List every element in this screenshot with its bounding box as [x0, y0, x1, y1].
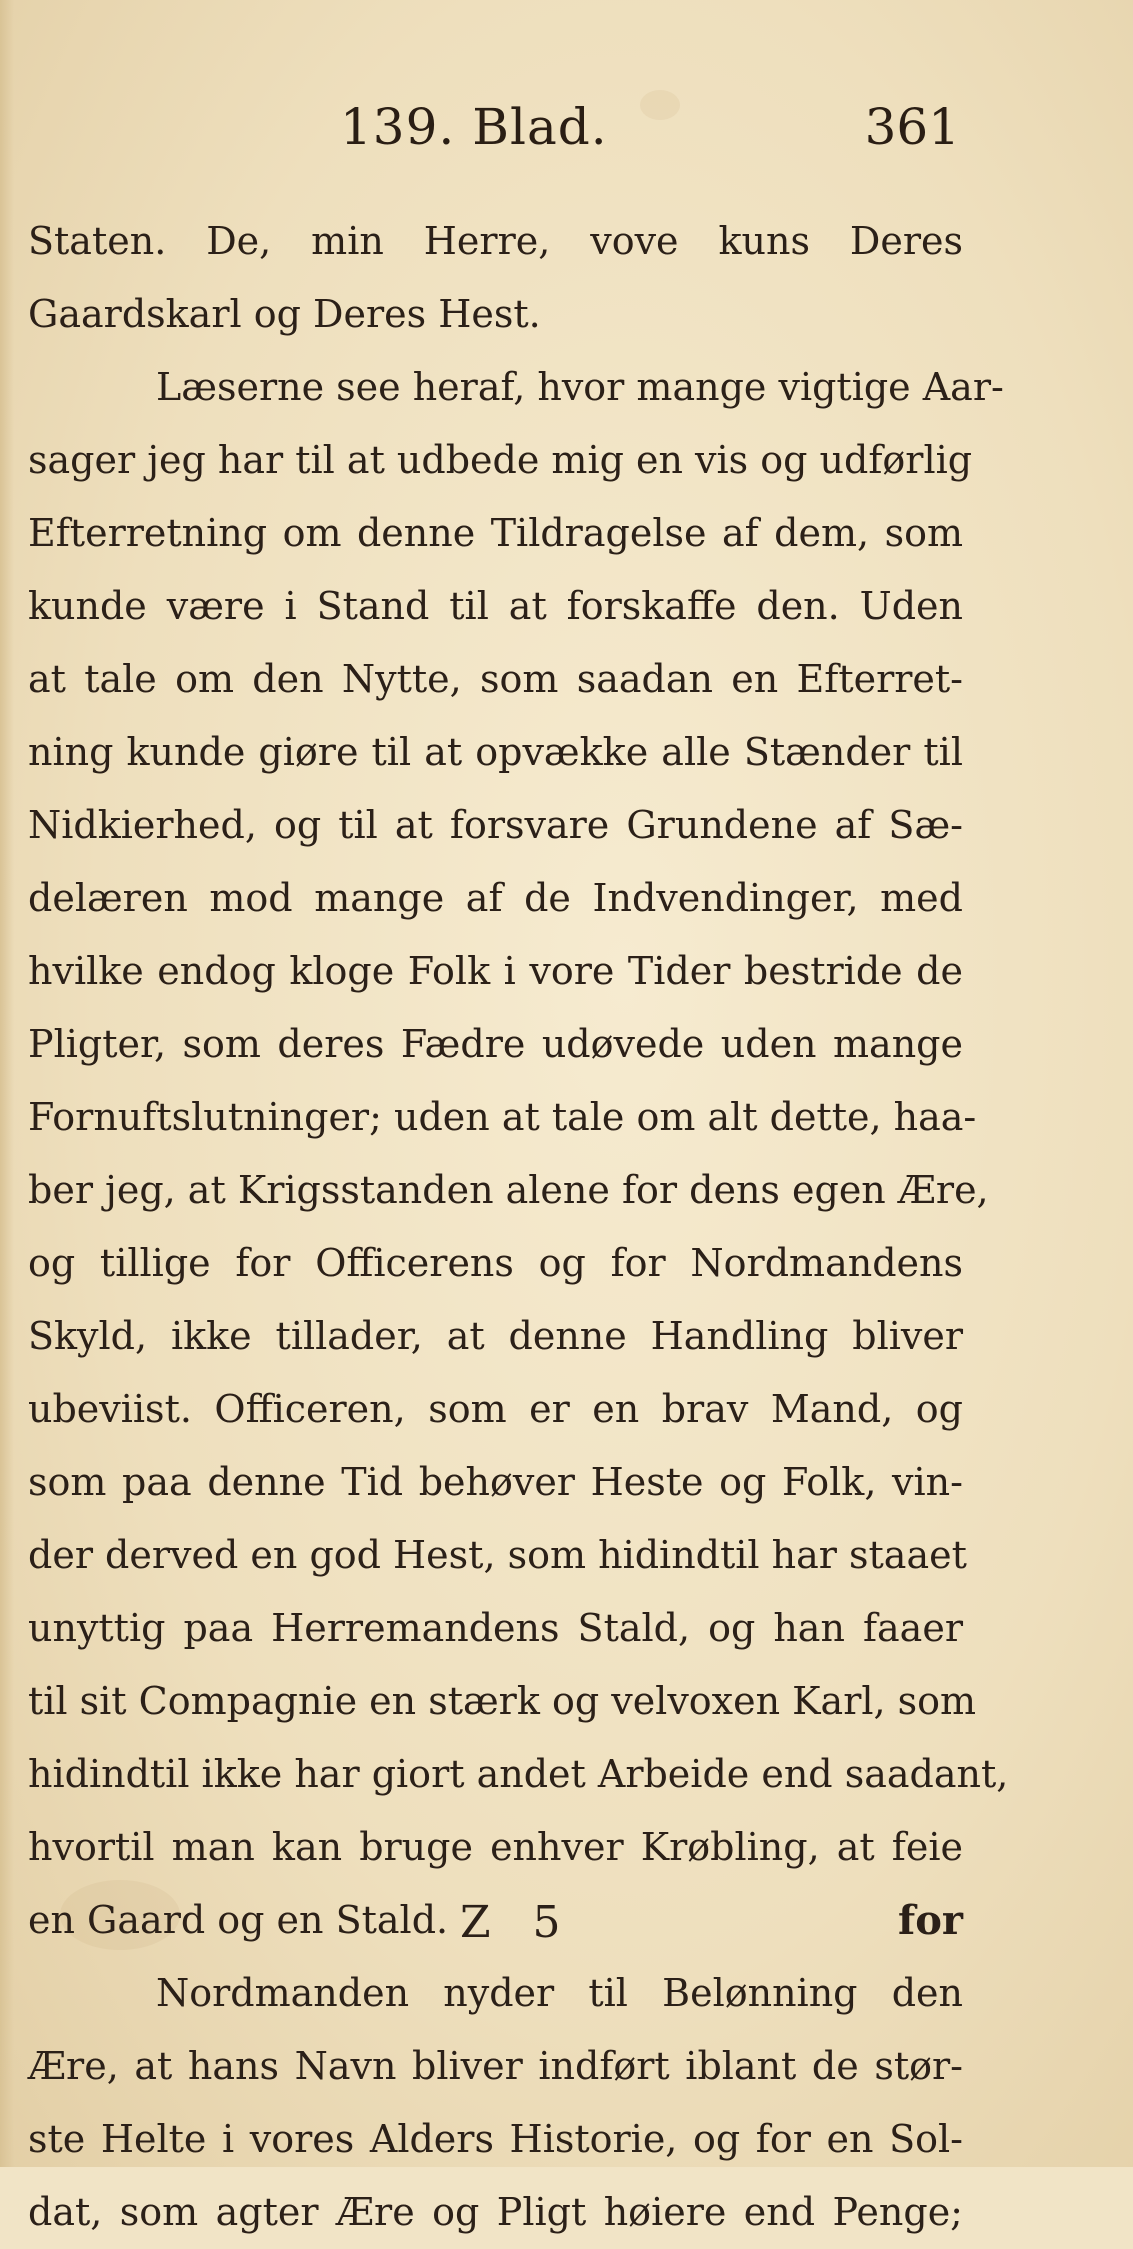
page-edge-shadow — [0, 0, 14, 2167]
running-head: 139. Blad. — [340, 98, 608, 156]
text-line: en Gaard og en Stald. — [28, 1898, 449, 1942]
text-line: delæren mod mange af de Indvendinger, med — [28, 876, 963, 920]
text-line: og tillige for Officerens og for Nordmandens — [28, 1241, 963, 1285]
text-line: sager jeg har til at udbede mig en vis og udførlig — [28, 438, 973, 482]
text-line: ber jeg, at Krigsstanden alene for dens egen Ære, — [28, 1168, 989, 1212]
text-line: unyttig paa Herremandens Stald, og han faaer — [28, 1606, 963, 1650]
text-line: Efterretning om denne Tildragelse af dem, som — [28, 511, 963, 555]
text-line: Staten. De, min Herre, vove kuns Deres — [28, 219, 963, 263]
text-line: Fornuftslutninger; uden at tale om alt dette, haa- — [28, 1095, 977, 1139]
text-line: der derved en god Hest, som hidindtil har staaet — [28, 1533, 967, 1577]
text-line: Ære, at hans Navn bliver indført iblant de stør- — [28, 2044, 963, 2088]
text-line: ste Helte i vores Alders Historie, og for en Sol- — [28, 2117, 963, 2161]
catchword: for — [898, 1897, 963, 1944]
text-line: som paa denne Tid behøver Heste og Folk, vin- — [28, 1460, 963, 1504]
page-header — [340, 98, 960, 178]
text-line: Skyld, ikke tillader, at denne Handling bliver — [28, 1314, 963, 1358]
text-line: hvilke endog kloge Folk i vore Tider bestride de — [28, 949, 963, 993]
text-line: Nidkierhed, og til at forsvare Grundene af Sæ- — [28, 803, 963, 847]
text-line: ubeviist. Officeren, som er en brav Mand, og — [28, 1387, 963, 1431]
text-line: dat, som agter Ære og Pligt høiere end Penge; — [28, 2190, 963, 2234]
page-number: 361 — [864, 98, 960, 156]
text-line: hvortil man kan bruge enhver Krøbling, at feie — [28, 1825, 963, 1869]
page-footer — [460, 1897, 963, 1967]
text-line: Nordmanden nyder til Belønning den — [156, 1971, 963, 2015]
text-line: at tale om den Nytte, som saadan en Efterret- — [28, 657, 963, 701]
signature-mark: Z 5 — [460, 1897, 575, 1948]
text-line: hidindtil ikke har giort andet Arbeide end saadant, — [28, 1752, 1009, 1796]
text-line: Læserne see heraf, hvor mange vigtige Aar- — [156, 365, 1004, 409]
text-line: Pligter, som deres Fædre udøvede uden mange — [28, 1022, 963, 1066]
text-line: Gaardskarl og Deres Hest. — [28, 292, 541, 336]
text-line: kunde være i Stand til at forskaffe den. Uden — [28, 584, 963, 628]
text-line: ning kunde giøre til at opvække alle Stænder til — [28, 730, 963, 774]
text-line: til sit Compagnie en stærk og velvoxen Karl, som — [28, 1679, 977, 1723]
